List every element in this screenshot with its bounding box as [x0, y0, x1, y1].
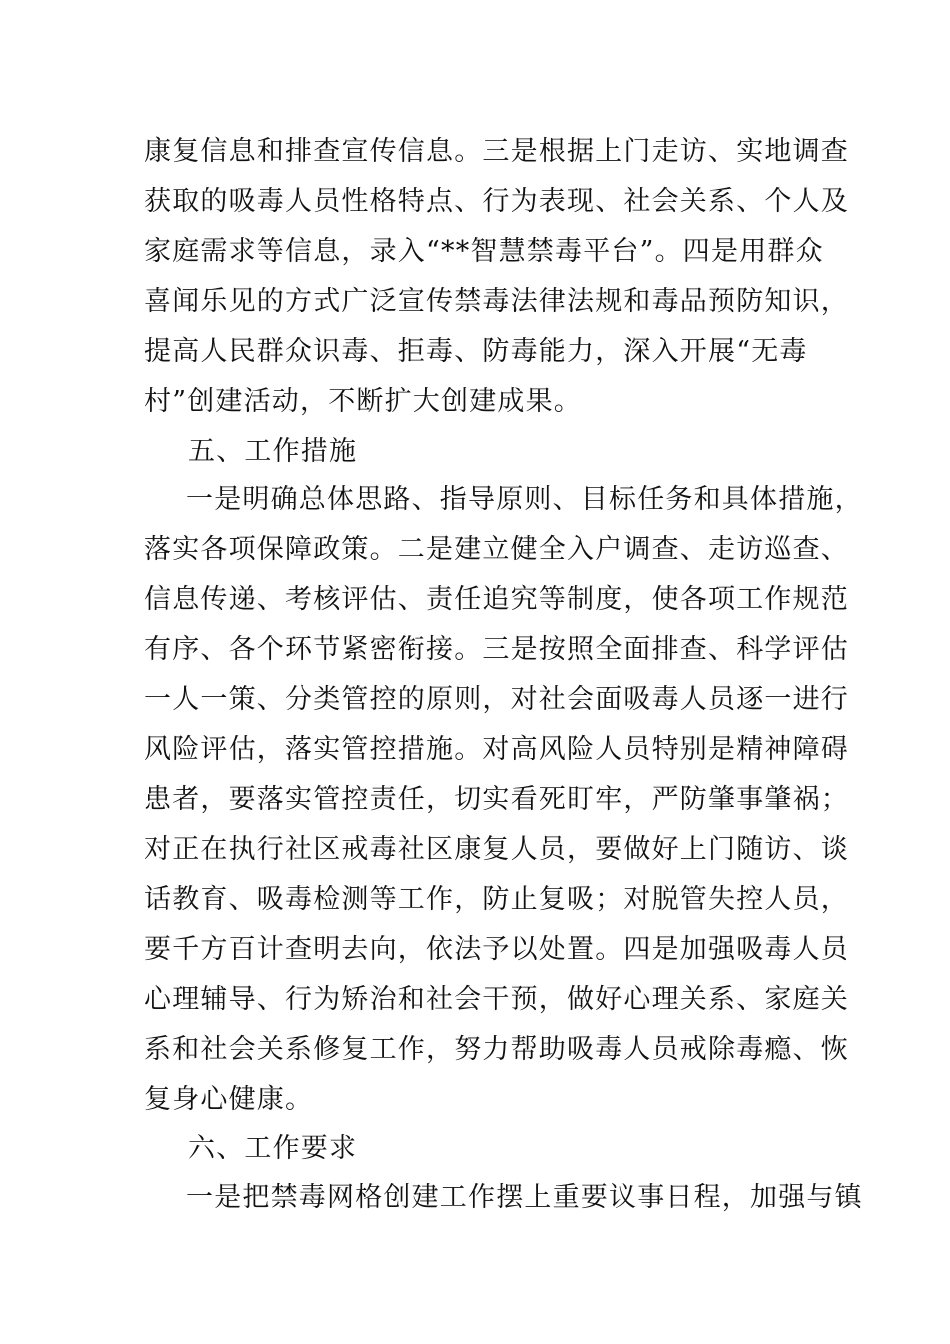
body-text-line: 家庭需求等信息，录入“**智慧禁毒平台”。四是用群众: [144, 236, 824, 267]
body-text-line: 信息传递、考核评估、责任追究等制度，使各项工作规范: [144, 584, 849, 615]
body-text-line: 话教育、吸毒检测等工作，防止复吸；对脱管失控人员，: [144, 884, 849, 915]
body-text-line: 复身心健康。: [144, 1084, 314, 1115]
body-text-line: 一人一策、分类管控的原则，对社会面吸毒人员逐一进行: [144, 684, 849, 715]
section-heading-requirements: 六、工作要求: [188, 1133, 358, 1164]
body-text-line: 一是明确总体思路、指导原则、目标任务和具体措施，: [186, 484, 863, 515]
body-text-line: 村”创建活动，不断扩大创建成果。: [144, 386, 583, 417]
body-text-line: 喜闻乐见的方式广泛宣传禁毒法律法规和毒品预防知识，: [144, 286, 849, 317]
body-text-line: 风险评估，落实管控措施。对高风险人员特别是精神障碍: [144, 734, 849, 765]
body-text-line: 患者，要落实管控责任，切实看死盯牢，严防肇事肇祸；: [144, 784, 849, 815]
body-text-line: 康复信息和排查宣传信息。三是根据上门走访、实地调查: [144, 136, 849, 167]
body-text-line: 获取的吸毒人员性格特点、行为表现、社会关系、个人及: [144, 186, 849, 217]
body-text-line: 落实各项保障政策。二是建立健全入户调查、走访巡查、: [144, 534, 849, 565]
body-text-line: 对正在执行社区戒毒社区康复人员，要做好上门随访、谈: [144, 834, 849, 865]
body-text-line: 提高人民群众识毒、拒毒、防毒能力，深入开展“无毒: [144, 336, 808, 367]
body-text-line: 有序、各个环节紧密衔接。三是按照全面排查、科学评估: [144, 634, 849, 665]
body-text-line: 要千方百计查明去向，依法予以处置。四是加强吸毒人员: [144, 934, 849, 965]
body-text-line: 心理辅导、行为矫治和社会干预，做好心理关系、家庭关: [144, 984, 849, 1015]
body-text-line: 一是把禁毒网格创建工作摆上重要议事日程，加强与镇: [186, 1182, 863, 1213]
section-heading-measures: 五、工作措施: [188, 436, 358, 467]
body-text-line: 系和社会关系修复工作，努力帮助吸毒人员戒除毒瘾、恢: [144, 1034, 849, 1065]
